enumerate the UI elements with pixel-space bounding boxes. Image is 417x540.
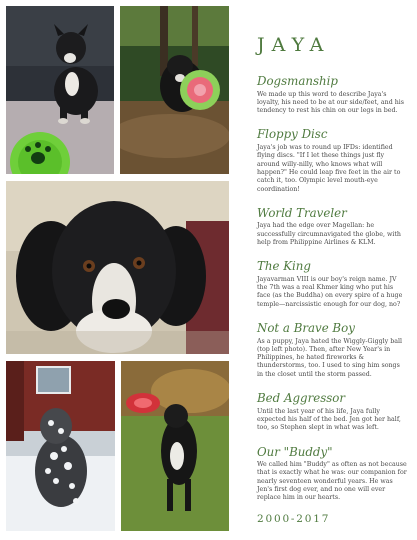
section-heading: Our "Buddy" (257, 444, 333, 459)
section-body: Until the last year of his life, Jaya fully expected his half of the bed. Jen got her half, too, so Stephen slept in what was left. (257, 407, 401, 432)
photo-dog-portrait (6, 181, 229, 354)
photo-dog-with-frisbee (120, 6, 229, 174)
section-heading: Not a Brave Boy (257, 321, 355, 335)
section-body: Jaya's job was to round up IFDs: identified flying discs. "If I let these things just fly around willy-nilly, who knows what will happen?" He could leap five feet in the air to catch it, too. Olympic level mouth-eye coordination! (257, 144, 401, 193)
section-body: As a puppy, Jaya hated the Wiggly-Giggly ball (top left photo). Then, after New Year's in Philippines, he hated fireworks & thunderstorms, too. I used to sing him songs in the closet until the storm passed. (257, 337, 403, 378)
text-column (257, 36, 407, 516)
years-label: 2000-2017 (257, 513, 331, 525)
section-body: We made up this word to describe Jaya's loyalty, his need to be at our side/feet, and his tendency to rest his chin on our legs in bed. (257, 90, 405, 115)
section-body: We called him "Buddy" as often as not because that is exactly what he was: our companion for nearly seventeen wonderful years. He was Jen's first dog ever, and no one will ever replace him in our hearts. (257, 461, 407, 502)
section-bed-aggressor (257, 392, 407, 432)
section-world-traveler (257, 207, 407, 247)
page-title: JAYA (257, 34, 331, 56)
photo-dog-jumping-frisbee (121, 361, 229, 531)
photo-dog-in-snow (6, 361, 115, 531)
section-heading: Dogsmanship (257, 74, 338, 88)
section-floppy-disc (257, 128, 407, 193)
photo-puppy-with-ball (6, 6, 114, 174)
section-heading: The King (257, 259, 311, 274)
section-heading: Bed Aggressor (257, 391, 346, 406)
section-dogsmanship (257, 75, 407, 115)
section-our-buddy (257, 446, 407, 503)
section-heading: World Traveler (257, 205, 347, 220)
section-not-a-brave-boy (257, 322, 407, 379)
section-body: Jaya had the edge over Magellan: he successfully circumnavigated the globe, with help from Philippine Airlines & KLM. (257, 222, 401, 246)
section-body: Jayavarman VIII is our boy's reign name. JV the 7th was a real Khmer king who put his face (as the Buddha) on every spire of a huge temple—narcissistic enough for our dog, no? (257, 275, 403, 308)
section-the-king (257, 260, 407, 309)
section-heading: Floppy Disc (257, 127, 328, 142)
